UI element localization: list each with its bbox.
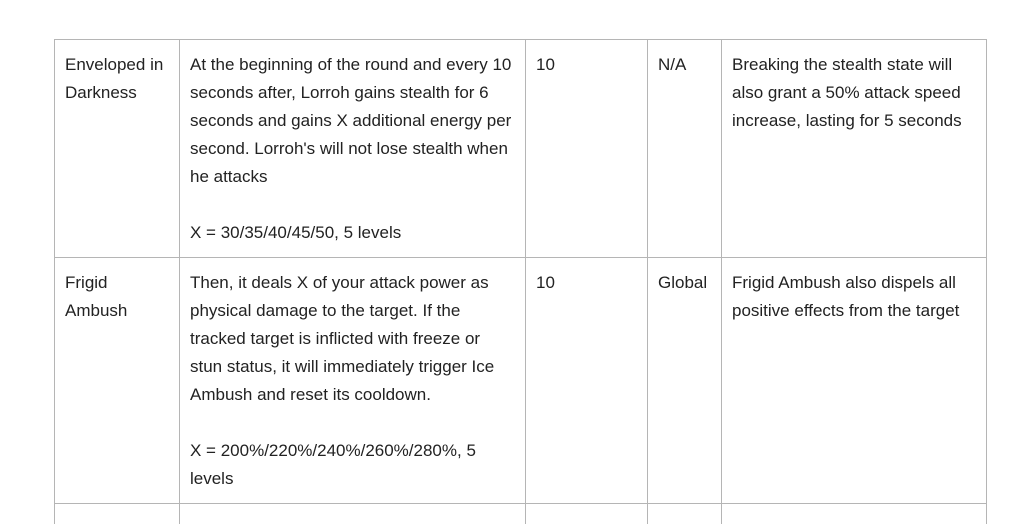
- skill-notes: Frigid Ambush also dispels all positive effects from the target: [732, 269, 976, 325]
- skill-notes-cell: [722, 258, 987, 504]
- skill-name-cell: [55, 258, 180, 504]
- skill-description-cell: [180, 258, 526, 504]
- skill-notes-cell: [722, 40, 987, 258]
- skills-table-container: [54, 39, 986, 524]
- skill-description: Then, it deals X of your attack power as physical damage to the target. If the tracked target is inflicted with freeze or stun status, it will immediately trigger Ice Ambush and reset its cooldown.: [190, 269, 515, 409]
- skill-name-cell: [55, 40, 180, 258]
- skill-cost: 10: [536, 269, 637, 297]
- skill-range-cell: [648, 258, 722, 504]
- skill-description: At the beginning of the round and every 10 seconds after, Lorroh gains stealth for 6 seconds and gains X additional energy per second. Lorroh's will not lose stealth when he attacks: [190, 51, 515, 191]
- skill-formula: X = 200%/220%/240%/260%/280%, 5 levels: [190, 437, 515, 493]
- skill-cost-cell: [526, 40, 648, 258]
- skill-description-cell: [180, 40, 526, 258]
- skill-cost-cell: [526, 258, 648, 504]
- skill-name: Enveloped in Darkness: [65, 51, 169, 107]
- skill-range-cell: [648, 40, 722, 258]
- skill-formula: X = 30/35/40/45/50, 5 levels: [190, 219, 515, 247]
- skill-name: Frigid Ambush: [65, 269, 169, 325]
- table-row: [55, 258, 987, 504]
- table-row: [55, 40, 987, 258]
- skill-cost: 10: [536, 51, 637, 79]
- skills-table: [54, 39, 987, 524]
- skill-range: Global: [658, 269, 711, 297]
- skill-range: N/A: [658, 51, 711, 79]
- skill-notes: Breaking the stealth state will also grant a 50% attack speed increase, lasting for 5 seconds: [732, 51, 976, 135]
